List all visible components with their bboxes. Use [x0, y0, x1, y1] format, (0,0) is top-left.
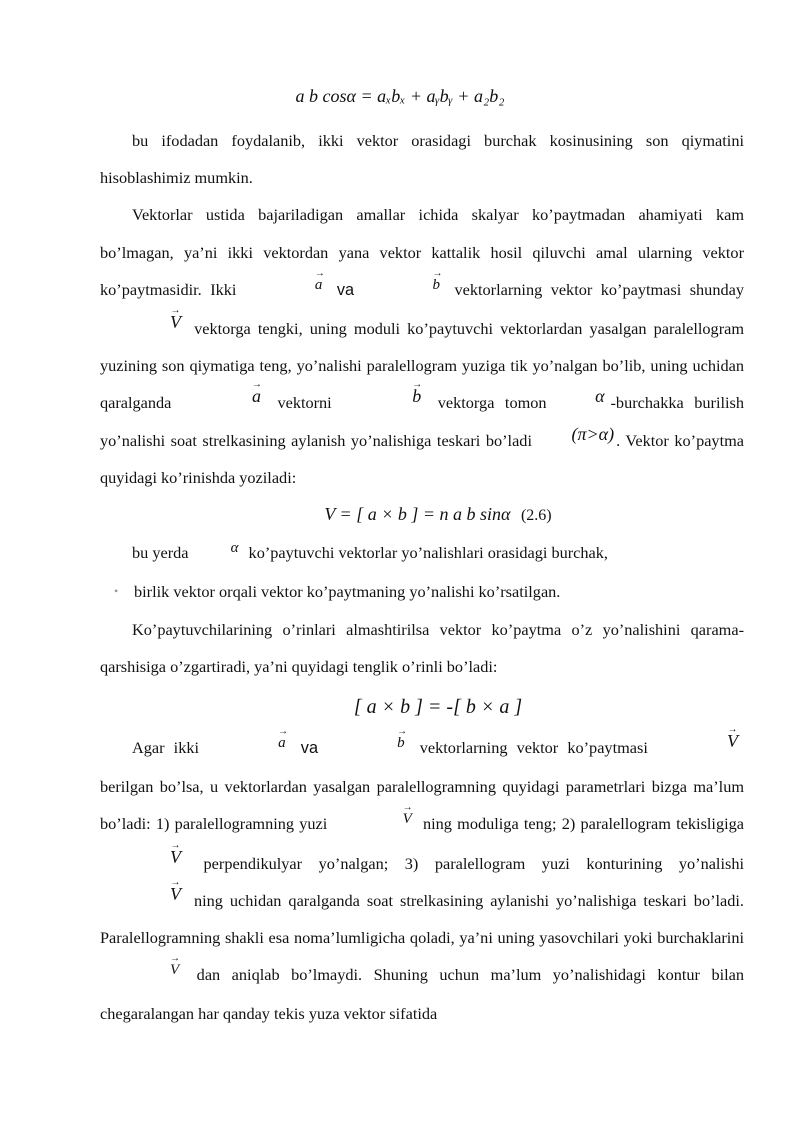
p3-text-b: ko’paytuvchi vektorlar yo’nalishlari orasidagi burchak, — [248, 543, 608, 563]
paragraph-6 — [100, 729, 744, 1033]
p6-va: va — [300, 739, 318, 758]
p6-text-f: ning uchidan qaralganda soat strelkasining aylanishi yo’nalishiga teskari bo’ladi. Paralellogramning shakli esa noma’lumligicha qoladi, ya’ni uning yasovchilari yoki burchaklarini — [100, 890, 744, 948]
p6-text-b: vektorlarning vektor ko’paytmasi — [419, 738, 648, 758]
p2-va: va — [336, 280, 355, 299]
vector-b-symbol: → b — [369, 267, 441, 304]
p6-text-g: dan aniqlab bo’lmaydi. Shuning uchun ma’lum yo’nalishidagi kontur bilan chegaralangan har qanday tekis yuza vektor sifatida — [100, 965, 744, 1024]
vector-a-symbol-2: → a — [188, 378, 261, 415]
formula-swap: [ a × b ] = -[ b × a ] — [353, 696, 523, 719]
p2-text-f: -burchakka burilish yo’nalishi soat strelkasining aylanish yo’nalishiga teskari bo’ladi — [100, 393, 744, 450]
paragraph-2 — [100, 196, 744, 496]
vector-v-symbol-6: → V — [106, 952, 179, 989]
p6-text-a: Agar ikki — [132, 738, 200, 758]
bullet-dot-icon: • — [114, 584, 119, 599]
vector-a-symbol: → a — [251, 267, 323, 304]
p2-text-d: vektorni — [277, 393, 332, 413]
formula-dot-product — [0, 86, 800, 107]
alpha-symbol-2: α — [230, 540, 239, 557]
vector-v-symbol-5: → V — [106, 876, 181, 913]
vector-b-symbol-2: → b — [348, 378, 421, 415]
bullet-text: birlik vektor orqali vektor ko’paytmaning yo’nalishi ko’rsatilgan. — [134, 582, 561, 602]
paragraph-3 — [100, 534, 744, 573]
p2-text-g: . Vektor ko’paytma quyidagi ko’rinishda yoziladi: — [100, 430, 744, 487]
vector-b-symbol-3: → b — [333, 725, 405, 762]
formula-rhs: = aₓbₓ + aᵧbᵧ + a₂b₂ — [360, 86, 505, 106]
p2-text-e: vektorga tomon — [437, 393, 547, 413]
vector-v-symbol: → V — [106, 304, 181, 341]
pi-greater-alpha: (π>α) — [571, 423, 615, 444]
p2-text-b: vektorlarning vektor ko’paytmasi shunday — [454, 279, 744, 299]
p2-text-a: Vektorlar ustida bajariladigan amallar ichida skalyar ko’paytmadan ahamiyati kam bo’lmagan, ya’ni ikki vektordan yana vektor kattalik hosil qiluvchi amal ularning vektor ko’paytmasidir. Ikki — [100, 205, 744, 299]
p6-text-d: ning moduliga teng; 2) paralellogram tekisligiga — [422, 814, 744, 834]
p3-text-a: bu yerda — [132, 543, 189, 563]
formula-2-6 — [100, 496, 744, 534]
vector-v-symbol-4: → V — [106, 839, 181, 876]
paragraph-5: Ko’paytuvchilarining o’rinlari almashtirilsa vektor ko’paytma o’z yo’nalishini qarama-qarshisiga o’zgartiradi, ya’ni quyidagi tenglik o’rinli bo’ladi: — [100, 619, 744, 676]
vector-a-symbol-3: → a — [214, 725, 286, 762]
bullet-item — [100, 573, 744, 610]
p2-text-c: vektorga tengki, uning moduli ko’paytuvchi vektorlardan yasalgan paralellogram yuzining son qiymatiga teng, yo’nalishi paralellogram yuziga tik yo’nalgan bo’lib, uning uchidan qaralganda — [100, 319, 745, 413]
p6-text-c: berilgan bo’lsa, u vektorlardan yasalgan paralellogramning quyidagi parametrlari bizga ma’lum bo’ladi: 1) paralellogramning yuzi — [100, 777, 744, 834]
paragraph-1: bu ifodadan foydalanib, ikki vektor orasidagi burchak kosinusining son qiymatini hisoblashimiz mumkin. — [100, 131, 744, 188]
formula-lhs: a b cosα — [295, 86, 356, 106]
document-body — [100, 122, 744, 1033]
vector-v-symbol-2: → V — [663, 723, 738, 760]
equation-number: (2.6) — [520, 507, 552, 525]
alpha-symbol: α — [595, 386, 605, 407]
vector-v-symbol-3: → V — [339, 801, 412, 838]
formula-2-6-body: V = [ a × b ] = n a b sinα — [324, 504, 511, 525]
p6-text-e: perpendikulyar yo’nalgan; 3) paralellogram yuzi konturining yo’nalishi — [203, 853, 744, 873]
